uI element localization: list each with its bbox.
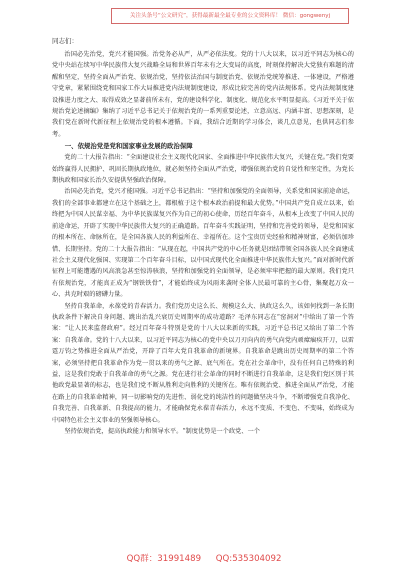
footer-qq: QQ:535304092 xyxy=(215,554,282,564)
intro-paragraph: 治国必先治党，党兴才能国强。治党务必从严，从严必依法度。党的十八大以来，以习近平同志为核心的党中央站在续写中华民族伟大复兴战略全局和世界百年未有之大变局的高度，时刻保持解决大党独有难题的清醒和坚定，坚持全面从严治党、依规治党，坚持依法治国与制度治党、依规治党统筹推进、一体建设，严格遵守党章，紧紧围绕党和国家工作大局推进党内法规制度建设，形成比较完善的党内法规体系。党内法规制度建设推进力度之大、取得成效之显著前所未有，党的建设科学化、制度化、规范化水平明显提高。《习近平关于依规治党论述摘编》集纳了习近平总书记关于依规治党的一系列重要论述，立意高远、内涵丰富、思想深刻，是我们党在新时代新征程上依规治党的根本遵循。下面，我结合近期的学习体会，谈几点意见，也供同志们参考。 xyxy=(52,51,354,138)
greeting: 同志们： xyxy=(52,37,78,45)
promo-banner: 关注头条号“公文研究”，获得最新最全最专业的公文资料库！ 微信：gongwenyj xyxy=(111,8,349,24)
body-paragraph-1: 党的二十大报告指出：“全面建设社会主义现代化国家、全面推进中华民族伟大复兴，关键在党。”我们党要始终赢得人民拥护、巩固长期执政地位，就必须坚持全面从严治党，增强依规治党的自觉性和坚定性，为党长期执政和国家长治久安提供坚强政治保障。 xyxy=(52,154,354,185)
document-body xyxy=(52,36,354,437)
body-paragraph-3: 坚持自我革命，永葆党的青春活力。我们党历史这么长、规模这么大、执政这么久，该如何找到一条长期执政条件下解决自身问题、跳出治乱兴衰历史周期率的成功道路？毛泽东同志在“窑洞对”中给出了第一个答案：“让人民来监督政府”。经过百年奋斗特别是党的十八大以来新的实践，习近平总书记又给出了第二个答案：自我革命。党的十八大以来，以习近平同志为核心的党中央以刀刃向内的勇气向党内顽瘴痼疾开刀，以雷霆万钧之势推进全面从严治党，开辟了百年大党自我革命的新境界。自我革命是跳出历史周期率的第二个答案，必须坚持把自我革命作为党一贯以来的勇气之源、底气所在。党在社会革命中，没有任何自己特殊的利益，这是我们党敢于自我革命的勇气之源。党在进行社会革命的同时不断进行自我革命，这是我们党区别于其他政党最显著的标志，也是我们党不断从胜利走向胜利的关键所在。唯有依规治党、推进全面从严治党，才能在路上的自我革命精神，同一切影响党的先进性、弱化党的纯洁性的问题做坚决斗争，不断增强党自我净化、自我完善、自我革新、自我提高的能力，才能确保党永葆青春活力，永远不变质、不变色、不变味，始终成为中国特色社会主义事业的坚强领导核心。 xyxy=(52,302,354,424)
footer-qq-group: QQ群：31991489 xyxy=(126,554,202,564)
body-paragraph-4: 坚持依规治党，提高执政能力和领导水平。“制度优势是一个政党、一个 xyxy=(64,428,261,435)
body-paragraph-2: 治国必先治党，党兴才能国强。习近平总书记指出：“坚持和加强党的全面领导，关系党和国家前途命运，我们的全部事业都建立在这个基础之上，都根植于这个根本政治前提和最大优势。”中国共产党自成立以来，始终把为中国人民谋幸福、为中华民族谋复兴作为自己的初心使命，历经百年奋斗，从根本上改变了中国人民的前途命运，开辟了实现中华民族伟大复兴的正确道路。百年奋斗实践证明，坚持和完善党的领导，是党和国家的根本所在、命脉所在，是全国各族人民的利益所在、幸福所在。这个宝贵历史经验和精神财富，必须倍加珍惜、长期坚持。党的二十大报告指出：“从现在起，中国共产党的中心任务就是团结带领全国各族人民全面建成社会主义现代化强国、实现第二个百年奋斗目标，以中国式现代化全面推进中华民族伟大复兴。”面对新时代新征程上可能遭遇的风高浪急甚至惊涛骇浪，坚持和加强党的全面领导，是必须牢牢把握的最大原则。我们党只有依规治党，才能真正成为“钢铁铁骨”，才能始终成为风雨来袭时全体人民最可靠的主心骨，集聚起万众一心、共克时艰的磅礴力量。 xyxy=(52,188,354,299)
footer-contact xyxy=(0,552,408,564)
section-heading: 一、依规治党是党和国家事业发展的政治保障 xyxy=(64,142,193,151)
